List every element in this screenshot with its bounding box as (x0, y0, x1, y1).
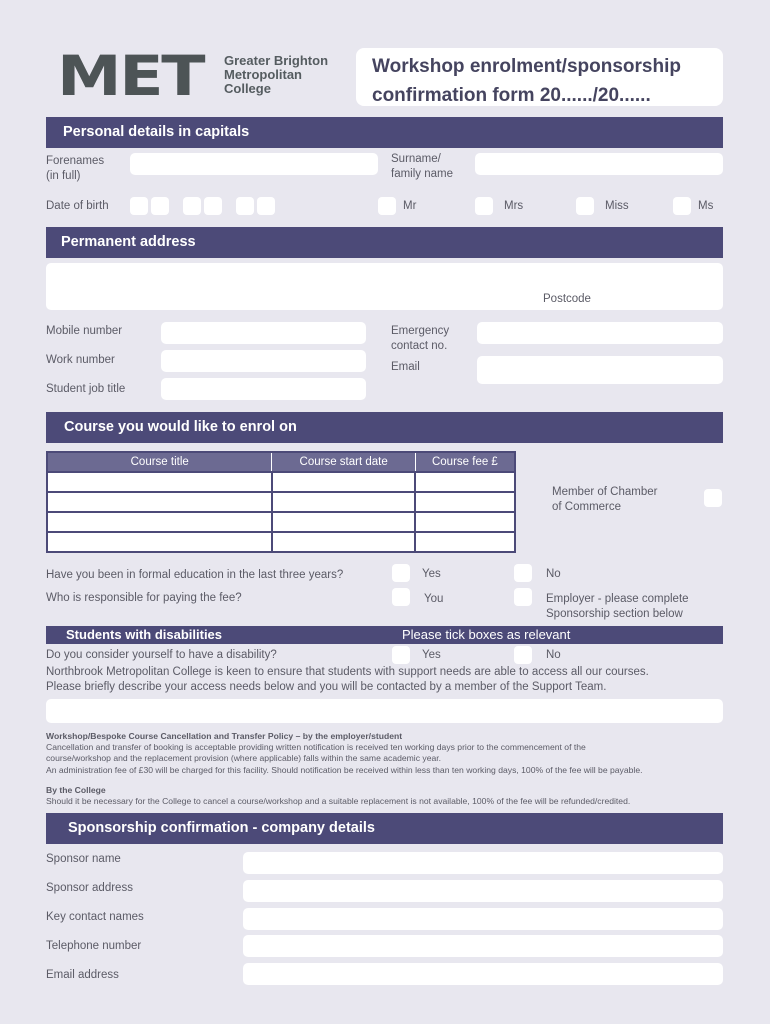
dob-month-digit-2[interactable] (204, 197, 222, 215)
logo-line-1: Greater Brighton (224, 53, 329, 68)
policy-line: Cancellation and transfer of booking is acceptable providing written notification is received ten working days prior to the commencement of the (46, 742, 586, 752)
emergency-label-line: Emergency (391, 325, 450, 337)
college-policy-title: By the College (46, 785, 106, 795)
start-date-cell[interactable] (272, 532, 415, 552)
sponsor-address-label: Sponsor address (46, 882, 133, 894)
section-title: Sponsorship confirmation - company details (68, 820, 375, 836)
title-mr-checkbox[interactable] (378, 197, 396, 215)
education-no-label: No (546, 568, 561, 580)
title-miss-checkbox[interactable] (576, 197, 594, 215)
telephone-label: Telephone number (46, 940, 142, 952)
chamber-label-line: of Commerce (552, 501, 622, 513)
section-header-course (46, 412, 723, 443)
fee-cell[interactable] (415, 532, 515, 552)
dob-day-digit-1[interactable] (130, 197, 148, 215)
section-header-sponsorship (46, 813, 723, 844)
title-miss-label: Miss (605, 200, 629, 212)
title-ms-checkbox[interactable] (673, 197, 691, 215)
payer-you-label: You (424, 593, 444, 605)
surname-label-line: family name (391, 168, 453, 180)
course-title-cell[interactable] (47, 472, 272, 492)
disability-question: Do you consider yourself to have a disability? (46, 649, 277, 661)
surname-field[interactable] (475, 153, 723, 175)
sponsor-email-field[interactable] (243, 963, 723, 985)
title-mr-label: Mr (403, 200, 417, 212)
key-contacts-label: Key contact names (46, 911, 144, 923)
start-date-cell[interactable] (272, 512, 415, 532)
dob-year-digit-1[interactable] (236, 197, 254, 215)
policy-line: An administration fee of £30 will be charged for this facility. Should notification be received within less than ten working days, 100% of the fee will be payable. (46, 765, 643, 775)
education-no-checkbox[interactable] (514, 564, 532, 582)
email-label: Email (391, 361, 420, 373)
disability-info-line: Northbrook Metropolitan College is keen to ensure that students with support needs are able to access all our courses. (46, 666, 649, 678)
column-header-fee: Course fee £ (415, 452, 515, 472)
logo-college-name (224, 54, 328, 96)
tick-boxes-note: Please tick boxes as relevant (402, 627, 571, 642)
disability-yes-checkbox[interactable] (392, 646, 410, 664)
course-title-cell[interactable] (47, 492, 272, 512)
address-field[interactable] (46, 263, 723, 310)
title-ms-label: Ms (698, 200, 714, 212)
title-mrs-checkbox[interactable] (475, 197, 493, 215)
form-title-line-2: confirmation form 20....../20...... (372, 85, 651, 106)
disability-info-line: Please briefly describe your access needs below and you will be contacted by a member of the Support Team. (46, 681, 607, 693)
disability-no-label: No (546, 649, 561, 661)
forenames-label-line: Forenames (46, 155, 105, 167)
telephone-field[interactable] (243, 935, 723, 957)
section-header-personal (46, 117, 723, 148)
postcode-label: Postcode (543, 293, 591, 305)
payer-employer-line: Employer - please complete (546, 593, 689, 605)
job-title-label: Student job title (46, 383, 126, 395)
start-date-cell[interactable] (272, 472, 415, 492)
forenames-field[interactable] (130, 153, 378, 175)
title-mrs-label: Mrs (504, 200, 524, 212)
surname-label-line: Surname/ (391, 153, 441, 165)
college-policy-line: Should it be necessary for the College to cancel a course/workshop and a suitable replacement is not available, 100% of the fee will be refunded/credited. (46, 796, 631, 806)
table-row (47, 512, 515, 532)
sponsor-name-field[interactable] (243, 852, 723, 874)
dob-day-digit-2[interactable] (151, 197, 169, 215)
logo-line-2: Metropolitan (224, 67, 302, 82)
fee-cell[interactable] (415, 512, 515, 532)
mobile-label: Mobile number (46, 325, 123, 337)
education-question: Have you been in formal education in the last three years? (46, 569, 344, 581)
forenames-label (46, 154, 104, 184)
table-row (47, 532, 515, 552)
dob-year-digit-2[interactable] (257, 197, 275, 215)
mobile-field[interactable] (161, 322, 366, 344)
column-header-course-title: Course title (47, 452, 272, 472)
payer-question: Who is responsible for paying the fee? (46, 592, 242, 604)
chamber-checkbox[interactable] (704, 489, 722, 507)
sponsor-address-field[interactable] (243, 880, 723, 902)
forenames-label-line: (in full) (46, 170, 81, 182)
emergency-label-line: contact no. (391, 340, 448, 352)
key-contacts-field[interactable] (243, 908, 723, 930)
disability-yes-label: Yes (422, 649, 441, 661)
dob-label: Date of birth (46, 200, 109, 212)
education-yes-checkbox[interactable] (392, 564, 410, 582)
disability-no-checkbox[interactable] (514, 646, 532, 664)
emergency-field[interactable] (477, 322, 723, 344)
work-number-label: Work number (46, 354, 115, 366)
surname-label (391, 152, 453, 182)
fee-cell[interactable] (415, 492, 515, 512)
section-header-disabilities (46, 626, 723, 644)
course-table-header (47, 452, 515, 472)
job-title-field[interactable] (161, 378, 366, 400)
work-number-field[interactable] (161, 350, 366, 372)
table-row (47, 472, 515, 492)
section-title: Course you would like to enrol on (64, 419, 297, 435)
section-title: Personal details in capitals (63, 124, 250, 140)
table-row (47, 492, 515, 512)
policy-line: course/workshop and the replacement provision (where applicable) falls within the same academic year. (46, 753, 442, 763)
fee-cell[interactable] (415, 472, 515, 492)
payer-employer-checkbox[interactable] (514, 588, 532, 606)
logo-line-3: College (224, 81, 271, 96)
course-title-cell[interactable] (47, 512, 272, 532)
access-needs-field[interactable] (46, 699, 723, 723)
sponsor-name-label: Sponsor name (46, 853, 121, 865)
payer-employer-line: Sponsorship section below (546, 608, 683, 620)
form-title-box (356, 48, 723, 106)
course-title-cell[interactable] (47, 532, 272, 552)
chamber-label-line: Member of Chamber (552, 486, 658, 498)
policy-title: Workshop/Bespoke Course Cancellation and Transfer Policy – by the employer/student (46, 731, 403, 741)
college-logo (57, 44, 204, 108)
payer-you-checkbox[interactable] (392, 588, 410, 606)
start-date-cell[interactable] (272, 492, 415, 512)
column-header-start-date: Course start date (272, 452, 415, 472)
section-header-address (46, 227, 723, 258)
emergency-label (391, 324, 449, 354)
form-title-line-1: Workshop enrolment/sponsorship (372, 56, 681, 77)
dob-month-digit-1[interactable] (183, 197, 201, 215)
sponsor-email-label: Email address (46, 969, 119, 981)
section-title: Students with disabilities (66, 627, 223, 642)
email-field[interactable] (477, 356, 723, 384)
chamber-label (552, 485, 657, 515)
logo-mark: MET (57, 44, 204, 108)
disability-info (46, 665, 649, 695)
payer-employer-label (546, 592, 689, 622)
section-title: Permanent address (61, 234, 196, 250)
education-yes-label: Yes (422, 568, 441, 580)
course-table (46, 451, 516, 553)
